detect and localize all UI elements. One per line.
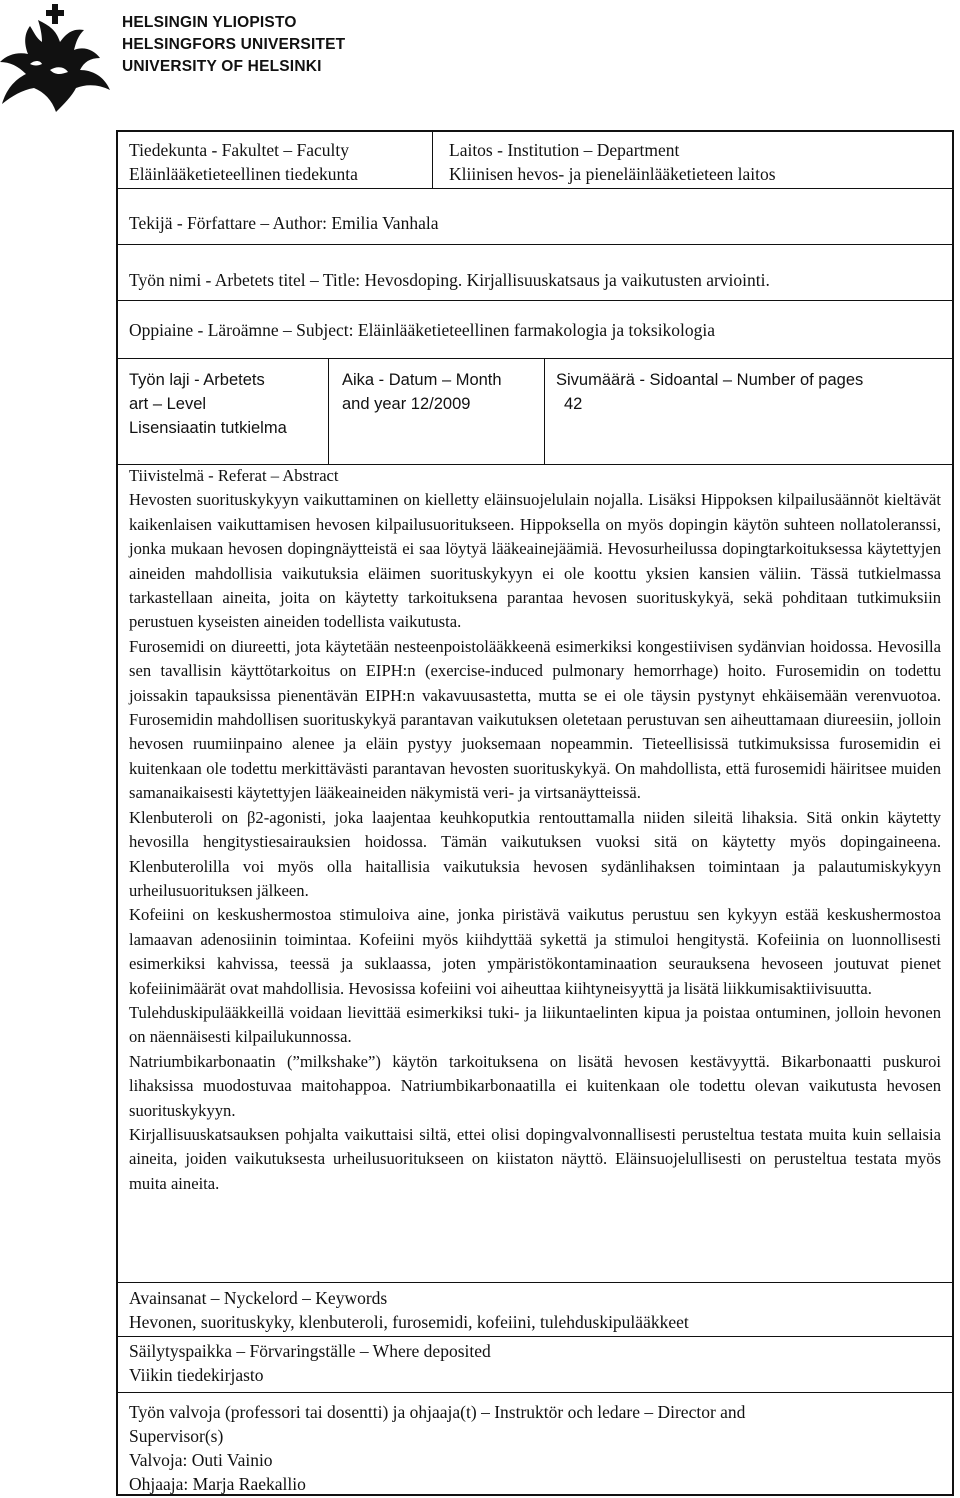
faculty-divider <box>432 132 433 188</box>
abstract-paragraph: Tulehduskipulääkkeillä voidaan lievittää esimerkiksi tuki- ja liikuntaelinten kipua ja poistaa ontuminen, jolloin hevonen on näennäisesti kilpailukunnossa. <box>129 1002 941 1047</box>
supervisor-valvoja: Valvoja: Outi Vainio <box>129 1450 273 1470</box>
pages-value: 42 <box>564 395 583 413</box>
university-name-sv: HELSINGFORS UNIVERSITET <box>122 36 346 53</box>
subject: Oppiaine - Läroämne – Subject: Eläinlääketieteellinen farmakologia ja toksikologia <box>129 320 716 340</box>
faculty-label: Tiedekunta - Fakultet – Faculty <box>129 140 350 160</box>
divider <box>118 300 952 301</box>
abstract-paragraph: Kofeiini on keskushermostoa stimuloiva aine, jonka piristävä vaikutus perustuu sen kykyyn estää keskushermostoa lamaavan adenosiinin toimintaa. Kofeiini myös kiihdyttää sykettä ja stimuloi hengitystä. Kofeiinia on luonnollisesti esimerkiksi kahvissa, teessä ja suklaassa, joten ympäristökontaminaation seurauksena hevoseen joutuvat pienet kofeiinimäärät ovat mahdollisia. Hevosissa kofeiini voi aiheuttaa kiihtyneisyyttä ja lisätä liikkumisaktiivisuutta. <box>129 905 941 998</box>
deposited-value: Viikin tiedekirjasto <box>129 1365 264 1385</box>
supervisors-label-line2: Supervisor(s) <box>129 1426 224 1446</box>
abstract-paragraph: Furosemidi on diureetti, jota käytetään nesteenpoistolääkkeenä esimerkiksi kongestiivisen sydänvian hoidossa. Hevosilla sen tavallisin käyttötarkoitus on EIPH:n (exercise-induced pulmonary hemorrhage) hoito. Furosemidin on todettu joissakin tapauksissa pienentävän EIPH:n vakavuusastetta, mutta se ei ole täysin pystynyt ehkäisemään verenvuotoa. Furosemidin mahdollisen suorituskykyä parantavan vaikutuksen oletetaan perustuvan sen aiheuttamaan diureesiin, jolloin hevosen ruumiinpaino alenee ja eläin pystyy juoksemaan nopeammin. Tieteellisissä tutkimuksissa furosemidin ei kuitenkaan ole todettu merkittävästi parantavan hevosten suorituskykyä. On mahdollista, että furosemidi häiritsee muiden samanaikaisesti käytettyjen lääkeaineiden näkymistä veri- ja virtsanäytteissä. <box>129 636 941 803</box>
university-name <box>122 12 345 78</box>
abstract-paragraph: Hevosten suorituskykyyn vaikuttaminen on kielletty eläinsuojelulain nojalla. Lisäksi Hippoksen kilpailusäännöt kieltävät kaikenlaisen vaikuttamisen hevosen kilpailusuoritukseen. Hippoksella on myös dopingin käytön suhteen nollatoleranssi, jonka mukaan hevosen dopingnäytteistä ei saa löytyä lääkeainejäämiä. Hevosurheilussa dopingtarkoituksessa käytettyjen aineiden mahdollisia vaikutuksia eläimen suorituskykyyn ei ole koottu yksien kansien väliin. Tässä tutkielmassa tarkastellaan aineita, joita on käytetty tarkoituksena parantaa hevosen suorituskykyä, sekä pohditaan tutkimuksiin perustuen kyseisten aineiden todellista vaikutusta. <box>129 490 941 632</box>
department-value: Kliinisen hevos- ja pieneläinlääketieteen laitos <box>449 164 776 184</box>
thesis-title: Työn nimi - Arbetets titel – Title: Hevosdoping. Kirjallisuuskatsaus ja vaikutusten arviointi. <box>129 270 770 290</box>
date-label-line2: and year 12/2009 <box>342 395 471 413</box>
abstract-paragraph: Kirjallisuuskatsauksen pohjalta vaikuttaisi siltä, ettei olisi dopingvalvonnallisesti perusteltua testata muita kuin sellaisia aineita, joiden vaikutuksesta urheilusuoritukseen on kiistaton näyttö. Eläinsuojelullisesti on perusteltua testata myös muita aineita. <box>129 1124 941 1193</box>
date-label-line1: Aika - Datum – Month <box>342 371 502 389</box>
helsinki-flame-logo-icon <box>0 0 118 118</box>
level-label-line1: Työn laji - Arbetets <box>129 371 265 389</box>
deposited-label: Säilytyspaikka – Förvaringställe – Where deposited <box>129 1341 491 1361</box>
abstract-form <box>116 130 954 1496</box>
abstract-label: Tiivistelmä - Referat – Abstract <box>129 466 339 485</box>
abstract-paragraph: Natriumbikarbonaatin (”milkshake”) käytön tarkoituksena on lisätä hevosen kestävyyttä. Bikarbonaatti puskuroi lihaksissa muodostuvaa maitohappoa. Natriumbikarbonaatilla ei kuitenkaan ole todettu olevan vaikutusta hevosen suorituskykyyn. <box>129 1051 941 1120</box>
divider <box>118 358 952 359</box>
abstract-paragraph: Klenbuteroli on β2-agonisti, joka laajentaa keuhkoputkia rentouttamalla niiden sileitä lihaksia. Sitä onkin käytetty hevosilla hengitystiesairauksien hoidossa. Tämän vaikutuksen vuoksi sitä on käytetty myös dopingaineena. Klenbuterolilla voi myös olla haitallisia vaikutuksia hevosen sydänlihaksen toimintaan ja palautumiskykyyn urheilusuorituksen jälkeen. <box>129 807 941 900</box>
divider <box>118 1392 952 1393</box>
department-label: Laitos - Institution – Department <box>449 140 680 160</box>
faculty-value: Eläinlääketieteellinen tiedekunta <box>129 164 358 184</box>
divider <box>118 244 952 245</box>
divider <box>118 1336 952 1337</box>
supervisors-label-line1: Työn valvoja (professori tai dosentti) ja ohjaaja(t) – Instruktör och ledare – Director and <box>129 1402 746 1422</box>
divider <box>118 188 952 189</box>
supervisor-ohjaaja: Ohjaaja: Marja Raekallio <box>129 1474 306 1494</box>
university-name-fi: HELSINGIN YLIOPISTO <box>122 14 297 31</box>
level-divider <box>328 358 329 464</box>
university-name-en: UNIVERSITY OF HELSINKI <box>122 58 322 75</box>
author: Tekijä - Författare – Author: Emilia Vanhala <box>129 213 439 233</box>
level-value: Lisensiaatin tutkielma <box>129 419 287 437</box>
level-label-line2: art – Level <box>129 395 207 413</box>
keywords-label: Avainsanat – Nyckelord – Keywords <box>129 1288 388 1308</box>
keywords-value: Hevonen, suorituskyky, klenbuteroli, furosemidi, kofeiini, tulehduskipulääkkeet <box>129 1312 689 1332</box>
divider <box>118 1282 952 1283</box>
date-divider <box>544 358 545 464</box>
pages-label: Sivumäärä - Sidoantal – Number of pages <box>556 371 864 389</box>
abstract-section <box>129 464 941 1196</box>
